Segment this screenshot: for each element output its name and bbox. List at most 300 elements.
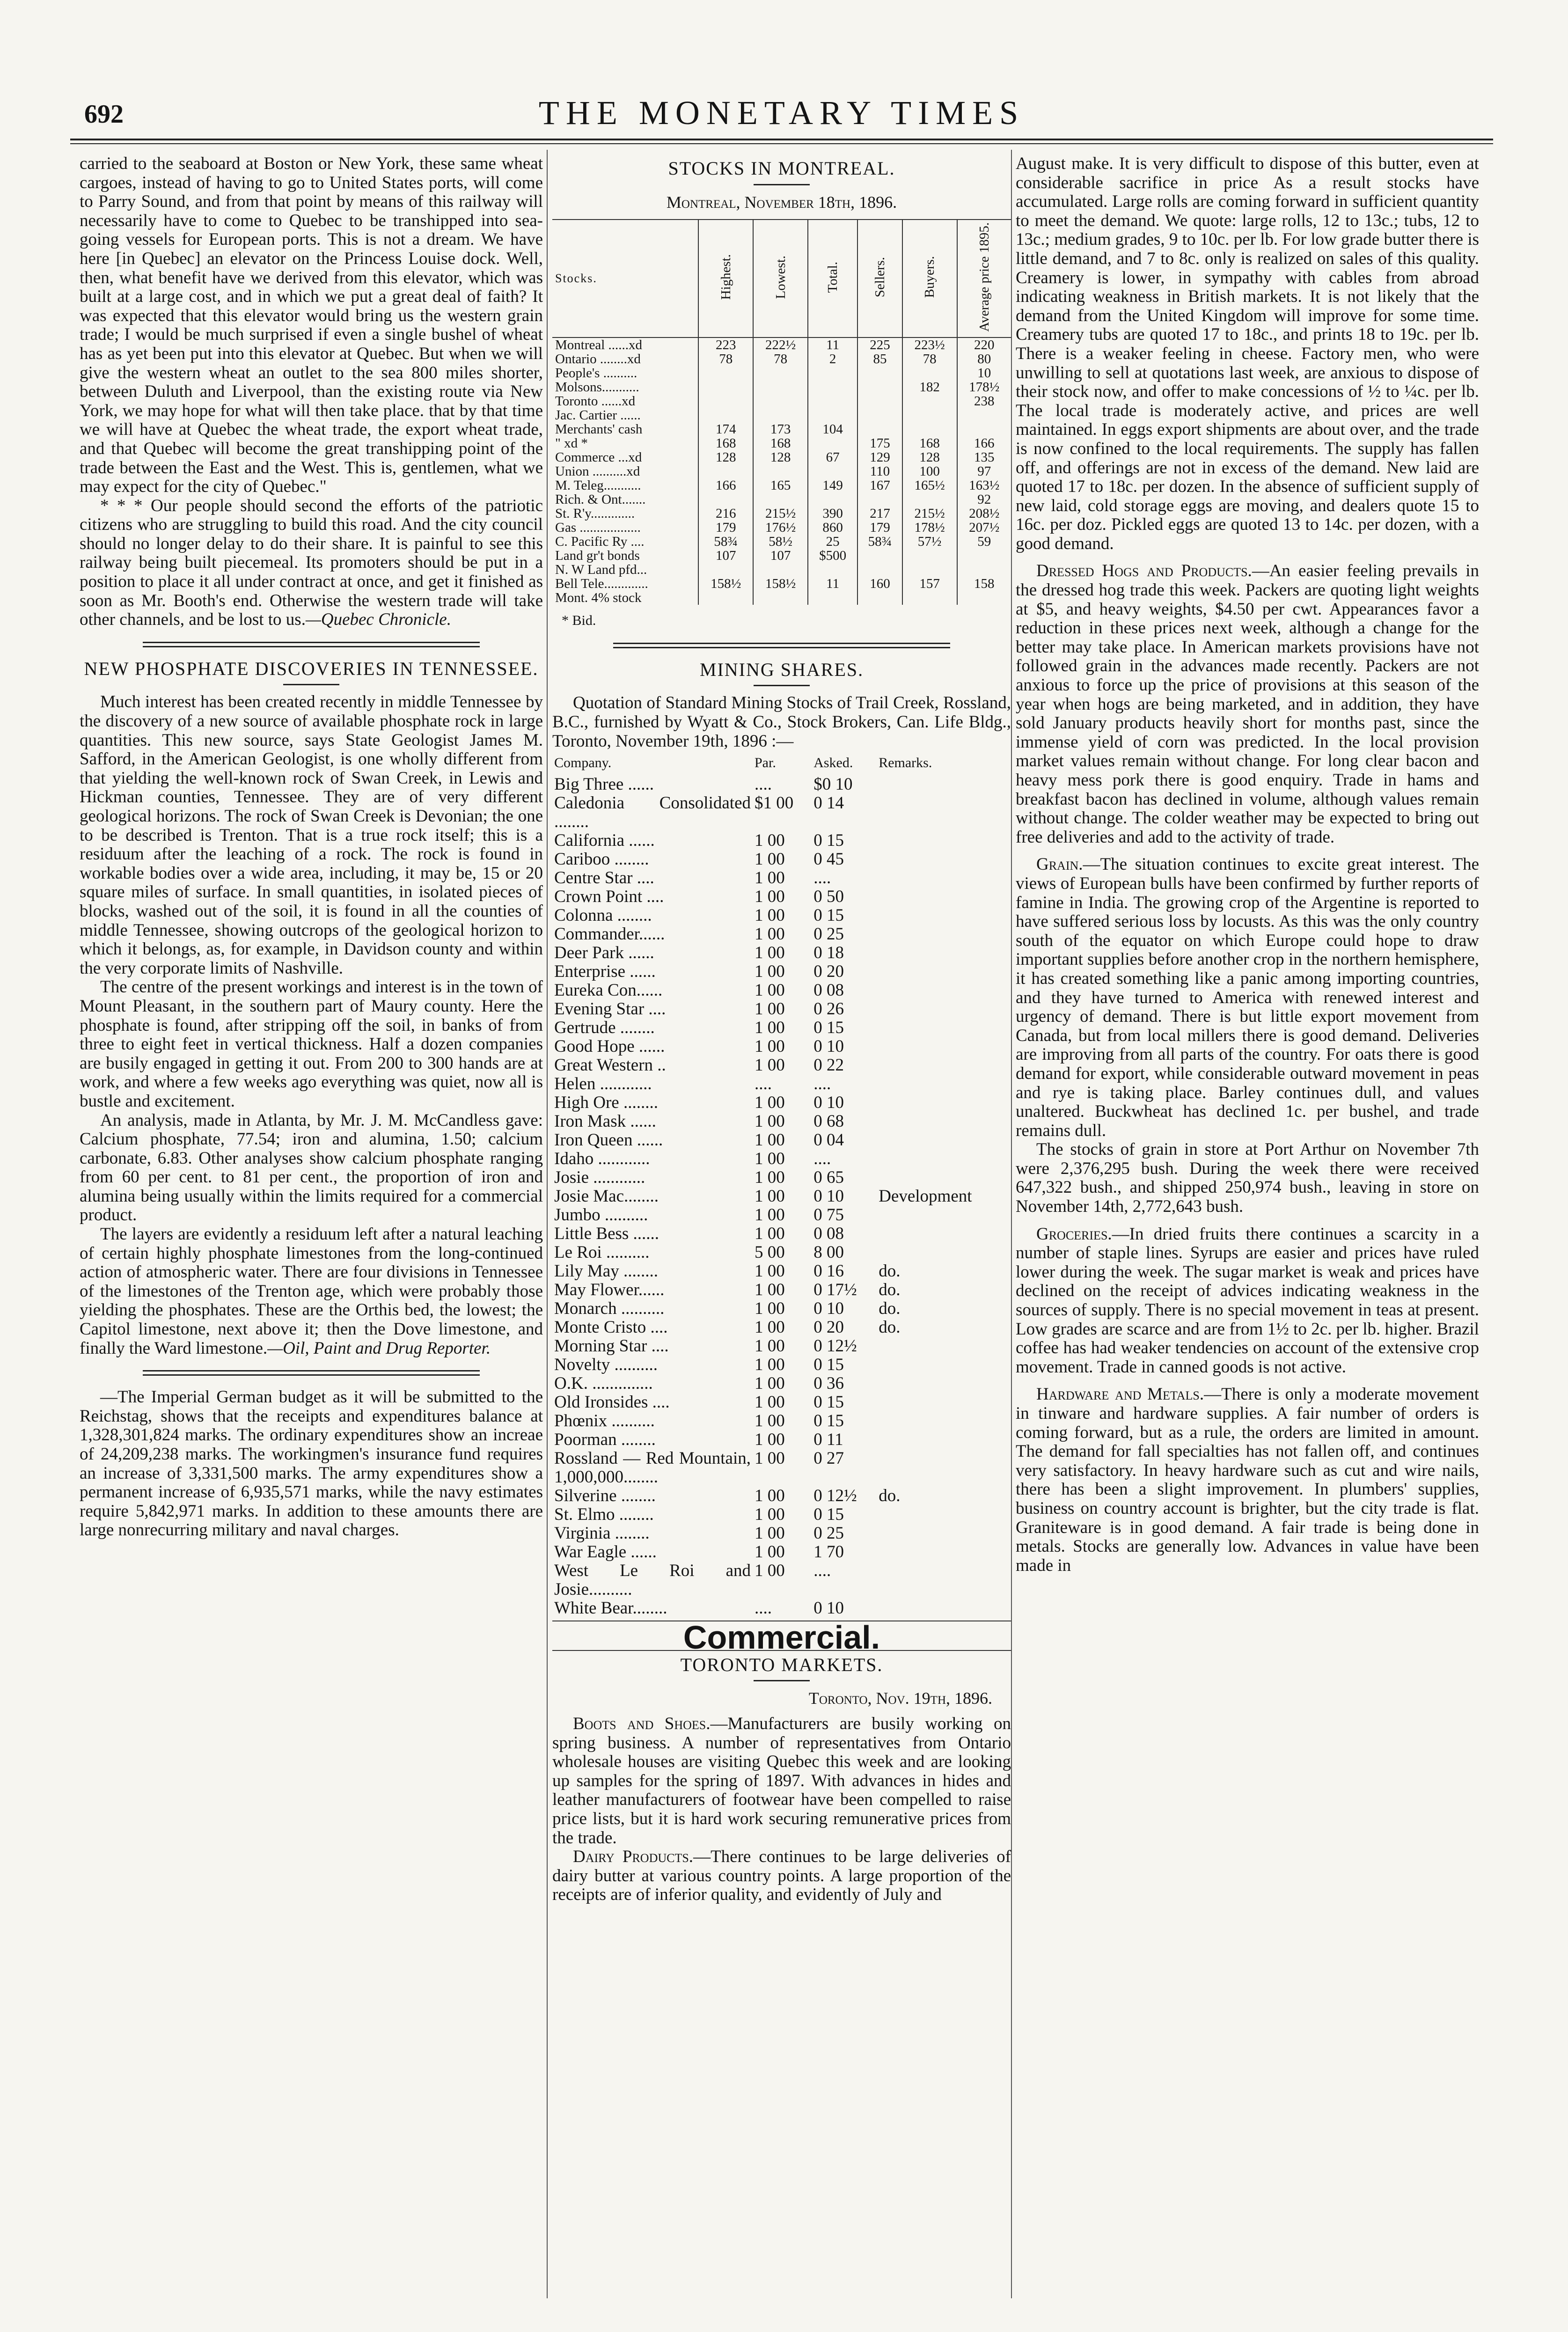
table-cell: 216 xyxy=(698,506,753,521)
table-cell xyxy=(698,408,753,422)
table-row xyxy=(552,436,1011,450)
table-cell: 238 xyxy=(957,394,1011,408)
table-cell: 178½ xyxy=(957,380,1011,394)
column-3 xyxy=(1016,154,1479,1575)
table-cell: 1 00 xyxy=(755,1355,785,1375)
mining-heading: MINING SHARES. xyxy=(699,659,864,680)
table-cell xyxy=(877,869,1011,887)
table-cell: 0 15 xyxy=(813,1411,844,1431)
table-cell: 1 70 xyxy=(813,1542,844,1562)
table-row xyxy=(552,1449,1011,1487)
table-cell: Union ..........xd xyxy=(555,464,640,479)
table-cell: St. R'y............. xyxy=(555,506,635,521)
table-cell xyxy=(857,591,902,605)
table-cell: " xd * xyxy=(555,436,588,451)
table-row xyxy=(552,549,1011,563)
heading-rule xyxy=(754,1680,810,1681)
table-cell: 0 27 xyxy=(813,1449,844,1468)
table-cell xyxy=(877,1356,1011,1374)
table-cell: 11 xyxy=(808,577,857,591)
table-row xyxy=(552,1000,1011,1019)
table-cell: 1 00 xyxy=(755,1318,785,1337)
table-cell: 157 xyxy=(902,577,957,591)
table-cell: Lily May ........ xyxy=(554,1261,658,1281)
table-cell xyxy=(857,380,902,394)
paragraph: * * * Our people should second the efforts of the patriotic citizens who are struggling to build this road. And the city council should no longer delay to do their share. It is painful to see this railway being built piecemeal. Its promoters should be put in a position to place it all under contract at once, and get it finished as soon as Mr. Booth's end. Otherwise the western trade will take other channels, and be lost to us.—Quebec Chronicle. xyxy=(80,496,543,630)
table-cell: St. Elmo ........ xyxy=(554,1505,654,1525)
table-cell: War Eagle ...... xyxy=(554,1542,657,1562)
table-cell: Toronto ......xd xyxy=(555,394,636,409)
table-cell: 0 65 xyxy=(813,1168,844,1188)
heading-rule xyxy=(754,184,810,185)
table-row xyxy=(552,1562,1011,1599)
table-cell: 0 36 xyxy=(813,1374,844,1393)
table-cell: .... xyxy=(755,1599,772,1618)
table-row xyxy=(552,1037,1011,1056)
table-cell: 158 xyxy=(957,577,1011,591)
table-cell: 107 xyxy=(698,549,753,563)
table-cell: $0 10 xyxy=(813,775,853,794)
table-cell: 1 00 xyxy=(755,1561,785,1581)
table-cell: 1 00 xyxy=(755,1093,785,1113)
table-cell xyxy=(753,394,808,408)
table-cell xyxy=(877,1337,1011,1356)
table-cell xyxy=(902,591,957,605)
table-cell: 0 10 xyxy=(813,1037,844,1056)
table-cell: Virginia ........ xyxy=(554,1524,650,1543)
table-cell xyxy=(877,1393,1011,1412)
table-cell xyxy=(902,563,957,577)
paragraph: The stocks of grain in store at Port Arthur on November 7th were 2,376,295 bush. During the week there were received 647,322 bush., and shipped 250,974 bush., leaving in store on November 14th, 2,772,643 bush. xyxy=(1016,1140,1479,1217)
table-cell: 225 xyxy=(857,337,902,352)
table-cell: 1 00 xyxy=(755,1486,785,1506)
table-cell: Rossland — Red Mountain, 1,000,000........ xyxy=(554,1449,751,1487)
table-header-cell: Buyers. xyxy=(902,220,957,337)
table-cell xyxy=(857,563,902,577)
table-cell: 78 xyxy=(698,352,753,366)
table-cell: 1 00 xyxy=(755,1505,785,1525)
table-cell: 58¾ xyxy=(698,535,753,549)
page-header xyxy=(70,94,1493,136)
table-cell: Colonna ........ xyxy=(554,906,652,925)
table-row xyxy=(552,944,1011,962)
table-cell: 0 04 xyxy=(813,1130,844,1150)
table-cell: 1 00 xyxy=(755,1205,785,1225)
table-cell: 128 xyxy=(753,450,808,464)
table-cell xyxy=(877,1093,1011,1112)
mining-table xyxy=(552,751,1011,1618)
table-cell: People's .......... xyxy=(555,366,637,381)
table-cell: Commerce ...xd xyxy=(555,450,642,465)
table-cell xyxy=(877,1505,1011,1524)
table-cell: Evening Star .... xyxy=(554,999,666,1019)
table-cell: 0 10 xyxy=(813,1093,844,1113)
table-cell xyxy=(698,591,753,605)
paragraph: The layers are evidently a residuum left after a natural leaching of certain highly phosphate limestones from the long-continued action of atmospheric water. There are four divisions in Tennessee of the limestones of the Trenton age, which were probably those yielding the phosphates. These are the Orthis bed, the lowest; the Capitol limestone, next above it; then the Dove limestone, and finally the Ward limestone.—Oil, Paint and Drug Reporter. xyxy=(80,1225,543,1358)
table-cell: Morning Star .... xyxy=(554,1336,669,1356)
table-cell: 0 22 xyxy=(813,1056,844,1075)
table-row xyxy=(552,1337,1011,1356)
table-cell: 163½ xyxy=(957,478,1011,492)
table-cell xyxy=(877,1056,1011,1075)
table-cell: .... xyxy=(813,1149,831,1169)
table-cell: 1 00 xyxy=(755,1280,785,1300)
header-rule-thin xyxy=(70,143,1493,144)
table-cell xyxy=(753,464,808,478)
table-cell xyxy=(753,380,808,394)
section-label: Dressed Hogs and Products. xyxy=(1036,561,1252,581)
table-cell: Gas .................. xyxy=(555,520,641,535)
section-label: Hardware and Metals. xyxy=(1036,1385,1204,1404)
table-cell: 128 xyxy=(902,450,957,464)
table-cell: 1 00 xyxy=(755,1149,785,1169)
table-cell: 104 xyxy=(808,422,857,436)
table-cell: 179 xyxy=(698,521,753,535)
table-cell xyxy=(857,366,902,380)
table-cell: Caledonia Consolidated ........ xyxy=(554,793,751,832)
table-row xyxy=(552,1093,1011,1112)
table-row xyxy=(552,1075,1011,1093)
table-cell: 0 68 xyxy=(813,1112,844,1131)
table-row xyxy=(552,850,1011,869)
table-cell: Old Ironsides .... xyxy=(554,1393,670,1412)
table-cell: 0 16 xyxy=(813,1261,844,1281)
table-row xyxy=(552,1318,1011,1337)
table-cell: 1 00 xyxy=(755,1168,785,1188)
table-cell: 110 xyxy=(857,464,902,478)
table-cell xyxy=(902,394,957,408)
table-cell xyxy=(877,1075,1011,1093)
table-row xyxy=(552,1356,1011,1374)
table-cell: Rich. & Ont....... xyxy=(555,492,646,507)
table-cell: Poorman ........ xyxy=(554,1430,656,1450)
table-cell: M. Teleg........... xyxy=(555,478,641,493)
table-cell: 0 15 xyxy=(813,1393,844,1412)
stocks-heading: STOCKS IN MONTREAL. xyxy=(668,158,895,179)
table-row xyxy=(552,591,1011,605)
table-cell xyxy=(877,1037,1011,1056)
table-row xyxy=(552,422,1011,436)
table-cell: Mont. 4% stock xyxy=(555,590,642,606)
table-cell: 1 00 xyxy=(755,831,785,851)
table-cell: 2 xyxy=(808,352,857,366)
table-cell xyxy=(877,906,1011,925)
table-cell xyxy=(877,1374,1011,1393)
table-cell xyxy=(808,366,857,380)
table-footnote: * Bid. xyxy=(562,613,596,629)
paragraph: Grain.—The situation continues to excite great interest. The views of European bulls have been confirmed by further reports of famine in India. The growing crop of the Argentine is reported to have suffered serious loss by locusts. As this was the only country south of the equator on which Europe could hope to draw important supplies before another crop in the northern hemisphere, it has created something like a panic among importing countries, and they have turned to America with renewed interest and urgency of demand. There is but little export movement from Canada, but from local millers there is good demand. Deliveries are improving from all parts of the country. For oats there is good demand for export, while considerable outward movement in peas and rye is taking place. Barley continues dull, and values unaltered. Buckwheat has declined 1c. per bushel, and trade remains dull. xyxy=(1016,855,1479,1140)
table-cell xyxy=(957,591,1011,605)
header-rule xyxy=(70,139,1493,140)
table-cell xyxy=(877,831,1011,850)
table-header-cell: Highest. xyxy=(698,220,753,337)
table-cell: do. xyxy=(879,1261,901,1281)
table-cell: Iron Mask ...... xyxy=(554,1112,656,1131)
table-cell: .... xyxy=(755,775,772,794)
table-row xyxy=(552,352,1011,366)
table-cell: Great Western .. xyxy=(554,1056,666,1075)
table-cell: 217 xyxy=(857,506,902,521)
table-cell: do. xyxy=(879,1318,901,1337)
table-cell: Cariboo ........ xyxy=(554,850,649,869)
table-cell: West Le Roi and Josie.......... xyxy=(554,1561,751,1599)
table-cell xyxy=(877,1206,1011,1225)
table-cell xyxy=(877,1131,1011,1150)
table-cell: 1 00 xyxy=(755,906,785,925)
table-cell xyxy=(857,394,902,408)
table-cell xyxy=(877,1412,1011,1430)
table-row xyxy=(552,1168,1011,1187)
table-cell: 1 00 xyxy=(755,850,785,869)
table-cell xyxy=(808,380,857,394)
table-cell: .... xyxy=(813,1561,831,1581)
table-cell xyxy=(877,1543,1011,1562)
table-header-cell: Par. xyxy=(755,755,776,771)
paragraph: Dressed Hogs and Products.—An easier feeling prevails in the dressed hog trade this week. Packers are quoting light weights at $5, and heavy weights, $4.50 per cwt. Appearances favor a reduction in these prices next week, although a change for the better may take place. In American markets provisions have not followed grain in the advances made recently. Packers are not anxious to force up the price of provisions at this season of the year when hogs are being marketed, and in addition, they have sold January products heavily short for months past, since the immense yield of corn was predicted. In the local provision market values remain without change. For long clear bacon and heavy mess pork there is good enquiry. Trade in hams and breakfast bacon has declined in volume, although values remain without change. The colder weather may be expected to bring out free deliveries and add to the activity of trade. xyxy=(1016,561,1479,847)
table-cell xyxy=(753,408,808,422)
table-row xyxy=(552,450,1011,464)
table-cell: Centre Star .... xyxy=(554,868,654,888)
table-cell xyxy=(808,464,857,478)
table-cell xyxy=(698,394,753,408)
table-cell: Little Bess ...... xyxy=(554,1224,659,1244)
table-cell: 0 08 xyxy=(813,1224,844,1244)
section-label: Boots and Shoes. xyxy=(573,1714,711,1733)
table-cell: 173 xyxy=(753,422,808,436)
table-cell: 1 00 xyxy=(755,1336,785,1356)
table-cell: C. Pacific Ry .... xyxy=(555,534,645,550)
source-citation: —Quebec Chronicle. xyxy=(305,610,451,630)
table-cell: 166 xyxy=(698,478,753,492)
table-cell xyxy=(877,944,1011,962)
table-row xyxy=(552,1505,1011,1524)
table-cell xyxy=(877,1449,1011,1487)
table-row xyxy=(552,535,1011,549)
toronto-dateline: Toronto, Nov. 19th, 1896. xyxy=(808,1689,992,1708)
table-cell: Gertrude ........ xyxy=(554,1018,655,1038)
table-row xyxy=(552,1599,1011,1618)
table-cell: .... xyxy=(755,1074,772,1094)
table-cell: 100 xyxy=(902,464,957,478)
table-cell xyxy=(857,492,902,506)
table-cell: 165 xyxy=(753,478,808,492)
table-cell xyxy=(698,492,753,506)
table-cell: 0 20 xyxy=(813,962,844,982)
table-row xyxy=(552,1430,1011,1449)
table-cell: 0 15 xyxy=(813,1355,844,1375)
table-cell: 1 00 xyxy=(755,943,785,963)
table-row xyxy=(552,1524,1011,1543)
table-row xyxy=(552,1056,1011,1075)
table-cell: 0 50 xyxy=(813,887,844,907)
table-cell: 215½ xyxy=(753,506,808,521)
table-cell: 182 xyxy=(902,380,957,394)
table-cell xyxy=(877,925,1011,944)
table-cell: 165½ xyxy=(902,478,957,492)
table-cell: Helen ............ xyxy=(554,1074,652,1094)
table-cell xyxy=(877,850,1011,869)
table-cell xyxy=(698,464,753,478)
table-cell: 25 xyxy=(808,535,857,549)
table-row xyxy=(552,962,1011,981)
table-header-cell: Company. xyxy=(554,755,612,771)
table-row xyxy=(552,1374,1011,1393)
table-cell xyxy=(808,394,857,408)
table-cell: 1 00 xyxy=(755,1018,785,1038)
table-cell xyxy=(902,549,957,563)
table-cell: 178½ xyxy=(902,521,957,535)
table-cell: 0 08 xyxy=(813,981,844,1000)
table-cell: 0 75 xyxy=(813,1205,844,1225)
table-row xyxy=(552,1112,1011,1131)
table-cell: 1 00 xyxy=(755,1056,785,1075)
table-cell: 8 00 xyxy=(813,1243,844,1262)
table-cell: Montreal ......xd xyxy=(555,337,643,353)
table-cell: 0 18 xyxy=(813,943,844,963)
table-cell: Development xyxy=(879,1187,972,1206)
table-row xyxy=(552,981,1011,1000)
table-cell xyxy=(877,794,1011,831)
table-cell: California ...... xyxy=(554,831,655,851)
paragraph: Much interest has been created recently in middle Tennessee by the discovery of a new source of available phosphate rock in large quantities. This new source, says State Geologist James M. Safford, in the American Geologist, is one wholly different from that yielding the well-known rock of Swan Creek, in Lewis and Hickman counties, Tennessee. They are of very different geological horizons. The rock of Swan Creek is Devonian; the one to be described is Trenton. That is a true rock itself; this is a residuum after the leaching of a rock. The rock is found in workable bodies over a wide area, including, it may be, 15 or 20 square miles of surface. In small quantities, in isolated pieces of blocks, washed out of the soil, it is found in all the counties of middle Tennessee, showing outcrops of the geological horizon to which it belongs, as, for example, in Davidson county and within the very corporate limits of Nashville. xyxy=(80,692,543,978)
table-cell: Bell Tele............. xyxy=(555,576,648,592)
table-cell: Eureka Con...... xyxy=(554,981,663,1000)
table-cell: Molsons........... xyxy=(555,380,639,395)
table-cell xyxy=(753,366,808,380)
table-row xyxy=(552,337,1011,352)
table-cell: Jac. Cartier ...... xyxy=(555,408,641,423)
table-cell: 1 00 xyxy=(755,1037,785,1056)
table-cell: Phœnix .......... xyxy=(554,1411,655,1431)
section-label: Grain. xyxy=(1036,855,1083,874)
table-row xyxy=(552,366,1011,380)
table-cell: 1 00 xyxy=(755,887,785,907)
table-cell: 135 xyxy=(957,450,1011,464)
paragraph: Dairy Products.—There continues to be large deliveries of dairy butter at various country points. A large proportion of the receipts are of inferior quality, and evidently of July and xyxy=(552,1847,1011,1905)
table-row xyxy=(552,492,1011,506)
table-cell: 0 15 xyxy=(813,1505,844,1525)
table-cell: 11 xyxy=(808,337,857,352)
table-cell: 1 00 xyxy=(755,1261,785,1281)
table-cell: 1 00 xyxy=(755,1542,785,1562)
paragraph: —The Imperial German budget as it will be submitted to the Reichstag, shows that the receipts and expenditures balance at 1,328,301,824 marks. The ordinary expenditures show an increae of 24,209,238 marks. The workingmen's insurance fund requires an increase of 3,331,500 marks. The army expenditures show a permanent increase of 6,935,571 marks, while the navy estimates require 5,842,971 marks. In addition to these amounts there are large nonrecurring military and naval charges. xyxy=(80,1387,543,1540)
table-cell: do. xyxy=(879,1280,901,1300)
table-row xyxy=(552,478,1011,492)
table-cell: 1 00 xyxy=(755,1393,785,1412)
table-row xyxy=(552,1243,1011,1262)
table-cell: 208½ xyxy=(957,506,1011,521)
table-cell: 78 xyxy=(902,352,957,366)
table-cell xyxy=(902,408,957,422)
table-row xyxy=(552,506,1011,521)
column-divider xyxy=(1011,150,1012,2298)
table-cell: 223½ xyxy=(902,337,957,352)
table-header-cell: Average price 1895. xyxy=(957,220,1011,337)
table-cell: Monte Cristo .... xyxy=(554,1318,668,1337)
table-cell: 1 00 xyxy=(755,1411,785,1431)
table-cell: 5 00 xyxy=(755,1243,785,1262)
table-cell: Jumbo .......... xyxy=(554,1205,648,1225)
table-cell: Big Three ...... xyxy=(554,775,654,794)
table-cell xyxy=(808,436,857,450)
table-cell xyxy=(957,408,1011,422)
table-row xyxy=(552,775,1011,794)
table-cell: 1 00 xyxy=(755,924,785,944)
table-cell: 1 00 xyxy=(755,1299,785,1319)
table-cell: 0 20 xyxy=(813,1318,844,1337)
table-cell: 1 00 xyxy=(755,1187,785,1206)
table-cell xyxy=(753,563,808,577)
table-cell: 166 xyxy=(957,436,1011,450)
table-cell xyxy=(857,549,902,563)
table-cell: 0 11 xyxy=(813,1430,843,1450)
table-cell: 160 xyxy=(857,577,902,591)
masthead-title: THE MONETARY TIMES xyxy=(538,94,1025,132)
table-cell xyxy=(877,1225,1011,1243)
table-cell: Enterprise ...... xyxy=(554,962,656,982)
table-cell: 1 00 xyxy=(755,962,785,982)
paragraph: August make. It is very difficult to dispose of this butter, even at considerable sacrifice in price As a result stocks have accumulated. Large rolls are coming forward in sufficient quantity to meet the demand. We quote: large rolls, 12 to 13c.; tubs, 12 to 13c.; medium grades, 9 to 10c. per lb. For low grade butter there is little demand, and 7 to 8c. only is realized on sales of this quality. Creamery is lower, in sympathy with cables from abroad indicating weakness in British markets. It is not likely that the demand from the United Kingdom will improve for some time. Creamery tubs are quoted 17 to 18c., and prints 18 to 19c. per lb. There is a weaker feeling in cheese. Factory men, who were unwilling to sell at quotations last week, are anxious to dispose of their stock now, and offer to make concessions of ½ to ¼c. per lb. The local trade is moderately active, and prices are well maintained. In eggs export shipments are about over, and the trade is now confined to the local requirements. The supply has fallen off, and offerings are not in excess of the demand. New laid are quoted 17 to 18c. per dozen. In the absence of sufficient supply of new laid, cold storage eggs are moving, and dealers quote 15 to 16c. per doz. Pickled eggs are quoted 13 to 14c. per dozen, with a good demand. xyxy=(1016,154,1479,553)
table-cell: 149 xyxy=(808,478,857,492)
stocks-table xyxy=(552,219,1011,605)
table-cell: 10 xyxy=(957,366,1011,380)
table-row xyxy=(552,887,1011,906)
table-header-cell: Lowest. xyxy=(753,220,808,337)
table-cell xyxy=(877,1112,1011,1131)
table-cell: Idaho ............ xyxy=(554,1149,650,1169)
table-cell: 0 10 xyxy=(813,1187,844,1206)
table-cell: 222½ xyxy=(753,337,808,352)
table-cell xyxy=(753,492,808,506)
table-cell: 860 xyxy=(808,521,857,535)
table-row xyxy=(552,380,1011,394)
table-cell xyxy=(877,1000,1011,1019)
table-cell: 0 14 xyxy=(813,793,844,813)
table-cell: 174 xyxy=(698,422,753,436)
table-cell: Good Hope ...... xyxy=(554,1037,665,1056)
table-row xyxy=(552,1393,1011,1412)
table-header-cell: Sellers. xyxy=(857,220,902,337)
table-cell: 97 xyxy=(957,464,1011,478)
paragraph: Quotation of Standard Mining Stocks of Trail Creek, Rossland, B.C., furnished by Wyatt & Co., Stock Brokers, Can. Life Bldg., Toronto, November 19th, 1896 :— xyxy=(552,693,1011,751)
table-cell: 1 00 xyxy=(755,1430,785,1450)
table-cell: 0 10 xyxy=(813,1299,844,1319)
table-cell: 0 26 xyxy=(813,999,844,1019)
table-cell: 1 00 xyxy=(755,1224,785,1244)
table-cell: 0 25 xyxy=(813,924,844,944)
table-cell xyxy=(877,1599,1011,1618)
page-number: 692 xyxy=(84,100,124,129)
paragraph: An analysis, made in Atlanta, by Mr. J. M. McCandless gave: Calcium phosphate, 77.54; iron and alumina, 1.50; calcium carbonate, 6.83. Other analyses show calcium phosphate ranging from 60 per cent. to 81 per cent., the proportion of iron and alumina being usually within the limits required for a commercial product. xyxy=(80,1110,543,1225)
paragraph: carried to the seaboard at Boston or New York, these same wheat cargoes, instead of having to go to United States ports, will come to Parry Sound, and from that point by means of this railway will necessarily have to come to Quebec to be transhipped into sea-going vessels for European ports. This is not a dream. We have here [in Quebec] an elevator on the Princess Louise dock. Well, then, what benefit have we derived from this elevator, which was built at a large cost, and in which we put a great deal of faith? It was expected that this elevator would bring us the western grain trade; I would be much surprised if even a single bushel of wheat has as yet been put into this elevator at Quebec. But when we will give the western wheat an outlet to the sea 800 miles shorter, between Duluth and Liverpool, than the existing route via New York, we may hope for what will then take place. that by that time we will have at Quebec the wheat trade, the export wheat trade, and that Quebec will become the great transhipping point of the trade between the East and the West. This is, gentlemen, what we may expect for the city of Quebec." xyxy=(80,154,543,497)
paragraph: Groceries.—In dried fruits there continues a scarcity in a number of staple lines. Syrups are easier and prices have ruled lower during the week. The sugar market is weak and prices have declined on the receipt of advices indicating weakness in the sources of supply. There is no special movement in teas at present. Low grades are scarce and are from 1½ to 2c. per lb. higher. Brazil coffee has had weaker tendencies on account of the extensive crop movement. Trade in canned goods is not active. xyxy=(1016,1224,1479,1377)
table-cell: 1 00 xyxy=(755,868,785,888)
table-cell: Commander...... xyxy=(554,924,665,944)
table-cell: 168 xyxy=(902,436,957,450)
table-cell: do. xyxy=(879,1299,901,1319)
table-cell: N. W Land pfd... xyxy=(555,562,647,578)
table-row xyxy=(552,831,1011,850)
table-cell: 80 xyxy=(957,352,1011,366)
table-cell: 390 xyxy=(808,506,857,521)
table-cell: .... xyxy=(813,1074,831,1094)
table-cell: High Ore ........ xyxy=(554,1093,658,1113)
table-cell xyxy=(877,887,1011,906)
table-cell: 1 00 xyxy=(755,1449,785,1468)
table-row xyxy=(552,1150,1011,1168)
table-cell: Novelty .......... xyxy=(554,1355,658,1375)
table-cell: 85 xyxy=(857,352,902,366)
